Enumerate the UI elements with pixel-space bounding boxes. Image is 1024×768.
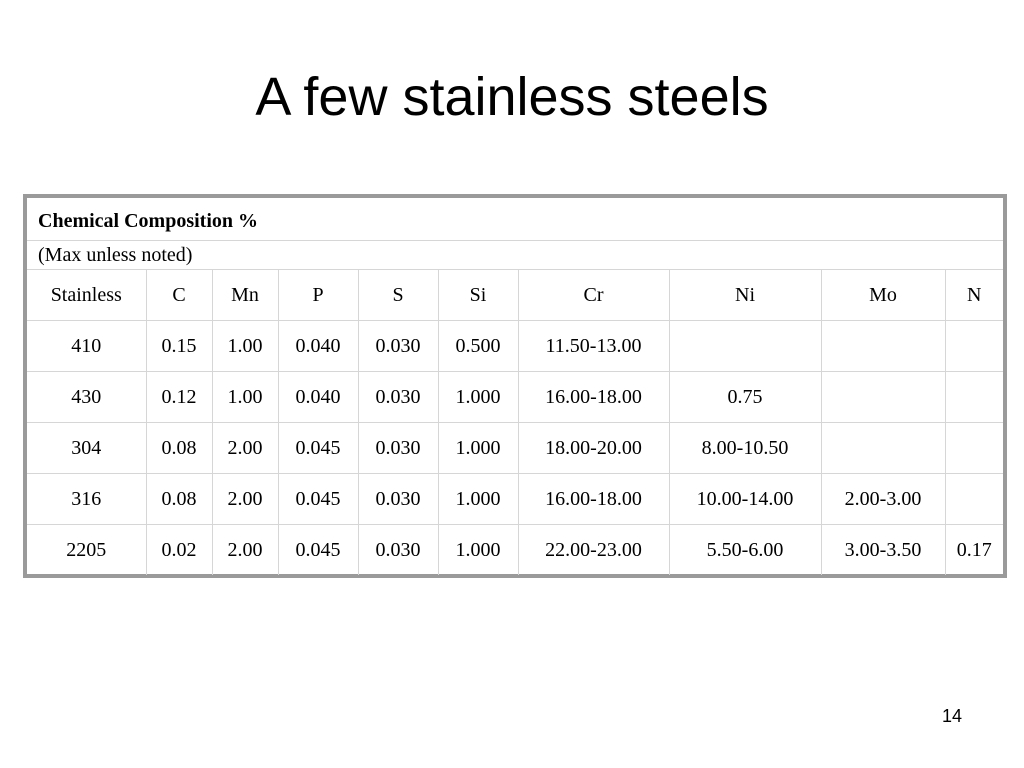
- table-cell: 2.00: [212, 525, 278, 576]
- table-heading: Chemical Composition %: [27, 198, 1003, 241]
- table-row: [27, 474, 1003, 525]
- column-header-si: Si: [438, 270, 518, 321]
- table-cell: 11.50-13.00: [518, 321, 669, 372]
- table-cell: 1.00: [212, 321, 278, 372]
- table-cell: [821, 423, 945, 474]
- table-cell: 304: [27, 423, 146, 474]
- table-cell: [945, 474, 1003, 525]
- table-row: [27, 423, 1003, 474]
- table-cell: 2.00: [212, 423, 278, 474]
- table-cell: 0.15: [146, 321, 212, 372]
- table-cell: 22.00-23.00: [518, 525, 669, 576]
- table-cell: 0.045: [278, 474, 358, 525]
- table-cell: 16.00-18.00: [518, 372, 669, 423]
- table-cell: 1.000: [438, 474, 518, 525]
- table-cell: 0.17: [945, 525, 1003, 576]
- table-cell: 0.12: [146, 372, 212, 423]
- table-cell: 316: [27, 474, 146, 525]
- table-cell: 10.00-14.00: [669, 474, 821, 525]
- table-cell: 5.50-6.00: [669, 525, 821, 576]
- table-cell: 0.75: [669, 372, 821, 423]
- table-cell: 2205: [27, 525, 146, 576]
- column-header-c: C: [146, 270, 212, 321]
- column-header-s: S: [358, 270, 438, 321]
- column-header-mo: Mo: [821, 270, 945, 321]
- table-row: [27, 321, 1003, 372]
- table-cell: [821, 321, 945, 372]
- table-cell: 1.000: [438, 372, 518, 423]
- table-cell: 0.02: [146, 525, 212, 576]
- table-cell: 0.030: [358, 474, 438, 525]
- table-cell: 0.030: [358, 372, 438, 423]
- table-cell: 0.08: [146, 423, 212, 474]
- column-header-p: P: [278, 270, 358, 321]
- column-header-stainless: Stainless: [27, 270, 146, 321]
- table-cell: [945, 372, 1003, 423]
- slide-title: A few stainless steels: [255, 67, 769, 127]
- composition-table: [27, 198, 1003, 575]
- composition-table-frame: [23, 194, 1007, 578]
- table-cell: 0.045: [278, 525, 358, 576]
- table-cell: 0.045: [278, 423, 358, 474]
- table-cell: 2.00: [212, 474, 278, 525]
- column-header-cr: Cr: [518, 270, 669, 321]
- table-cell: 1.000: [438, 423, 518, 474]
- table-cell: 0.030: [358, 525, 438, 576]
- table-cell: 3.00-3.50: [821, 525, 945, 576]
- table-cell: 0.040: [278, 321, 358, 372]
- table-cell: 0.040: [278, 372, 358, 423]
- table-cell: 1.000: [438, 525, 518, 576]
- table-cell: [821, 372, 945, 423]
- table-cell: 18.00-20.00: [518, 423, 669, 474]
- table-cell: 430: [27, 372, 146, 423]
- table-cell: [669, 321, 821, 372]
- table-cell: 16.00-18.00: [518, 474, 669, 525]
- table-row: [27, 525, 1003, 576]
- table-cell: 0.030: [358, 423, 438, 474]
- table-cell: 410: [27, 321, 146, 372]
- table-cell: 0.030: [358, 321, 438, 372]
- column-header-ni: Ni: [669, 270, 821, 321]
- table-cell: 2.00-3.00: [821, 474, 945, 525]
- table-cell: 0.08: [146, 474, 212, 525]
- table-cell: [945, 423, 1003, 474]
- column-header-mn: Mn: [212, 270, 278, 321]
- page-number: 14: [941, 706, 963, 726]
- table-row: [27, 372, 1003, 423]
- table-cell: [945, 321, 1003, 372]
- table-cell: 8.00-10.50: [669, 423, 821, 474]
- table-subheading: (Max unless noted): [27, 241, 1003, 270]
- table-cell: 1.00: [212, 372, 278, 423]
- column-header-row: [27, 270, 1003, 321]
- column-header-n: N: [945, 270, 1003, 321]
- table-cell: 0.500: [438, 321, 518, 372]
